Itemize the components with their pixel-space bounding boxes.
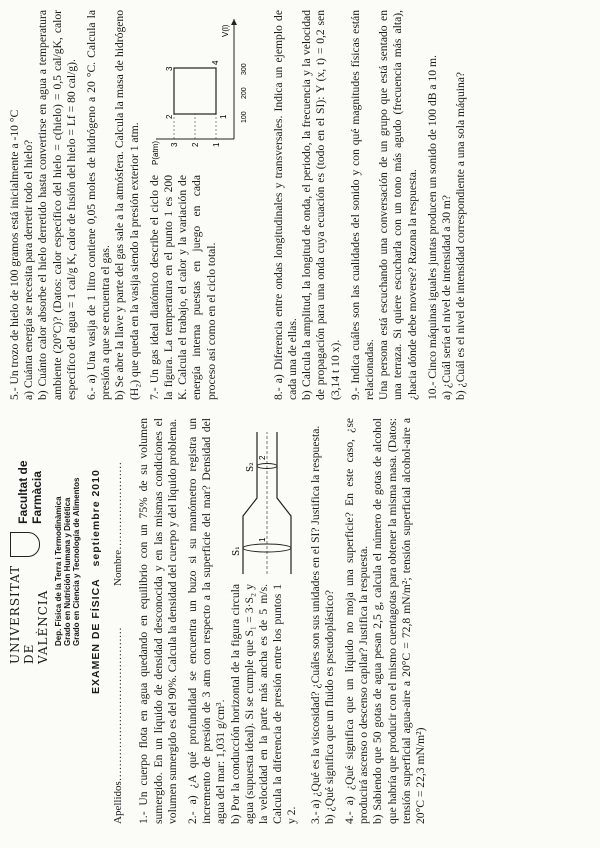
point-2: 2 — [164, 114, 174, 119]
label-point-1: 1 — [257, 537, 267, 542]
question-10: 10.- Cinco máquinas iguales juntas producen un sonido de 100 dB a 10 m. — [425, 55, 439, 400]
university-crest-icon — [10, 532, 40, 557]
question-9: 9.- Indica cuáles son las cualidades del sonido y con qué magnitudes físicas están relacionadas. — [348, 10, 377, 400]
question-1: 1.- Un cuerpo flota en agua quedando en equilibrio con un 75% de su volumen sumergido. En un líquido de densidad desconocida y en las mismas condiciones el volumen sumergido es del 90%. Calcula la densidad del cuerpo y del líquido problema. — [137, 418, 179, 824]
x-axis-label: V(l) — [220, 24, 230, 37]
question-3a: 3.- a) ¿Qué es la viscosidad? ¿Cuáles son sus unidades en el SI? Justifica la respuesta. — [308, 425, 322, 824]
x-axis-arrow — [231, 19, 237, 25]
y-tick-1: 1 — [211, 142, 221, 147]
question-5a: a) Cuánta energía se necesita para derretir todo el hielo? — [22, 139, 36, 400]
x-tick-300: 300 — [240, 63, 248, 75]
question-6a: 6.- a) Una vasija de 1 litro contiene 0,05 moles de hidrógeno a 20 °C. Calcula la presión a que se encuentra el gas. — [85, 10, 113, 400]
y-tick-3: 3 — [169, 142, 179, 147]
point-4: 4 — [210, 60, 220, 65]
right-column — [8, 10, 474, 400]
pipe-top-wall — [243, 432, 257, 574]
question-2a: 2.- a) ¿A qué profundidad se encuentra un buzo si su manómetro registra un incremento de presión de 3 atm con respecto a la superficie del mar? Densidad del agua del mar: 1,031 g/cm³. — [186, 418, 228, 824]
university-header — [8, 418, 50, 664]
cycle-rectangle — [174, 68, 216, 114]
question-8b: b) Calcula la amplitud, la longitud de onda, el periodo, la frecuencia y la velocidad de propagación para una onda cuya ecuación es (todo en el SI): Y (x, t) = 0,2 sen (3,14 t 10 x). — [300, 10, 342, 400]
question-5: 5.- Un trozo de hielo de 100 gramos está inicialmente a -10 °C — [8, 109, 21, 400]
label-point-2: 2 — [257, 455, 267, 460]
question-9b: Una persona está escuchando una conversación de un grupo que está sentado en una terraza. Si quiere escucharla con un tono más agudo (frecuencia más alta), ¿hacia dónde debe moverse? Razona la respuesta. — [377, 10, 419, 400]
question-6b: b) Se abre la llave y parte del gas sale a la atmósfera. Calcula la masa de hidrógeno (H₂) que queda en la vasija siendo la presión exterior 1 atm. — [113, 10, 141, 400]
faculty-name: Facultat de Farmàcia — [16, 460, 45, 524]
x-tick-200: 200 — [240, 87, 248, 99]
point-3: 3 — [164, 66, 174, 71]
label-s1: S₁ — [231, 546, 242, 556]
question-7-block — [148, 10, 266, 400]
question-2b-block — [229, 418, 303, 824]
name-fields — [111, 418, 125, 824]
question-8a: 8.- a) Diferencia entre ondas longitudinales y transversales. Indica un ejemplo de cada una de ellas. — [271, 10, 300, 400]
nombre-field: Nombre…………………… — [112, 461, 125, 586]
exam-title: EXAMEN DE FÍSICA septiembre 2010 — [90, 469, 102, 694]
apellidos-field: Apellidos…………………………………… — [112, 627, 125, 824]
department-block: Dep. Física de la Terra i Termodinàmica Grado en Nutrición Humana y Dietética Grado en Ciencia y Tecnología de Alimentos — [54, 477, 81, 646]
question-5b: b) Cuánto calor absorbe el hielo derretido hasta convertirse en agua a temperatura ambiente (20°C)? (Datos: calor específico del hielo = c(hielo) = 0,5 cal/gK, calor específico del agua = 1 cal/g K, calor de fusión del hielo = Lf = 80 cal/g). — [36, 10, 78, 400]
left-column — [8, 418, 434, 824]
question-7: 7.- Un gas ideal diatómico describe el ciclo de la figura. La temperatura en el punto 1 es 200 K. Calcula el trabajo, el calor y la variación de energía interna puestas en juego en cada proceso así como en el ciclo total. — [147, 175, 218, 400]
question-4b: b) Sabiendo que 50 gotas de agua pesan 2,5 g, calcula el número de gotas de alcohol que habría que producir con el mismo cuentagotas para obtener la misma masa. (Datos: tensión superficial agua-aire a 20°C = 72,8 mN/m²; tensión superficial alcohol-aire a 20°C = 22,3 mN/m²) — [371, 418, 428, 824]
question-3b: b) ¿Qué significa que un fluido es pseudoplástico? — [322, 589, 336, 824]
y-tick-2: 2 — [190, 142, 200, 147]
pipe-figure — [229, 428, 303, 578]
x-tick-100: 100 — [240, 111, 248, 123]
question-10a: a) ¿Cuál sería el nivel de intensidad a 30 m? — [440, 194, 454, 400]
question-2b: b) Por la conducción horizontal de la figura circula agua (supuesta ideal). Si se cumple que S₁ = 3·S₂ y la velocidad en la parte más ancha es de 5 m/s. Calcula la diferencia de presión entre los puntos 1 y 2. — [228, 584, 299, 824]
y-axis-label: P(atm) — [150, 141, 160, 165]
pipe-bottom-wall — [277, 432, 291, 574]
label-s2: S₂ — [245, 462, 256, 472]
pv-cycle-figure — [148, 11, 266, 169]
university-name: UNIVERSITAT DE VALÈNCIA — [8, 564, 50, 664]
question-4a: 4.- a) ¿Qué significa que un líquido no moja una superficie? En este caso, ¿se producirá ascenso o descenso capilar? Justifica la respuesta. — [343, 418, 371, 824]
question-10b: b) ¿Cuál es el nivel de intensidad correspondiente a una sola máquina? — [454, 71, 468, 400]
point-1: 1 — [218, 114, 228, 119]
